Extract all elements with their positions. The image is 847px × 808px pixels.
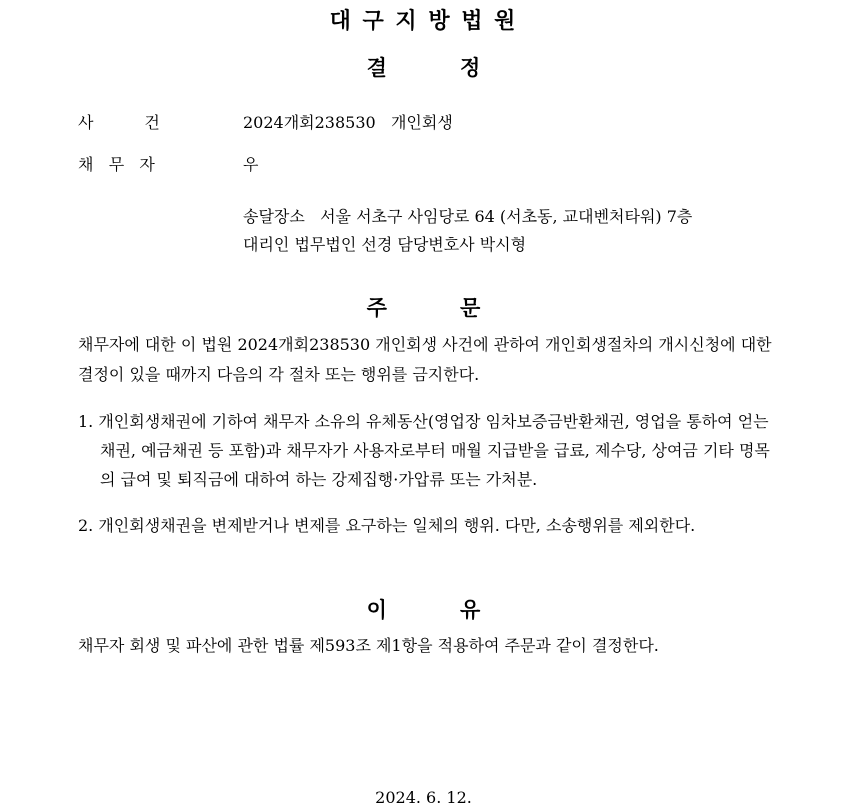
reason-text: 채무자 회생 및 파산에 관한 법률 제593조 제1항을 적용하여 주문과 같이 결정한다. xyxy=(78,636,659,655)
order-heading: 주 문 xyxy=(366,296,481,320)
order-item-2: 2. 개인회생채권을 변제받거나 변제를 요구하는 일체의 행위. 다만, 소송행위를 제외한다. xyxy=(78,516,696,535)
document-title: 결 정 xyxy=(366,56,481,80)
service-address: 송달장소 서울 서초구 사임당로 64 (서초동, 교대벤처타워) 7층 xyxy=(243,207,693,226)
debtor-name: 우 xyxy=(243,155,259,174)
decision-date: 2024. 6. 12. xyxy=(375,788,472,807)
order-intro: 채무자에 대한 이 법원 2024개회238530 개인회생 사건에 관하여 개인회생절차의 개시신청에 대한 결정이 있을 때까지 다음의 각 절차 또는 행위를 금지한다. xyxy=(78,335,772,384)
legal-agent: 대리인 법무법인 선경 담당변호사 박시형 xyxy=(243,235,527,254)
case-label: 사 건 xyxy=(78,113,160,132)
case-number: 2024개회238530 개인회생 xyxy=(243,113,453,132)
order-item-1: 1. 개인회생채권에 기하여 채무자 소유의 유체동산(영업장 임차보증금반환채권, 영업을 통하여 얻는 채권, 예금채권 등 포함)과 채무자가 사용자로부터 매월 지급받을 급료, 제수당, 상여금 기타 명목의 급여 및 퇴직금에 대하여 하는 강제집행·가압류 또는 가처분. xyxy=(78,412,770,489)
reason-heading: 이 유 xyxy=(366,598,481,622)
debtor-label: 채 무 자 xyxy=(78,155,155,174)
court-name: 대 구 지 방 법 원 xyxy=(329,9,518,34)
